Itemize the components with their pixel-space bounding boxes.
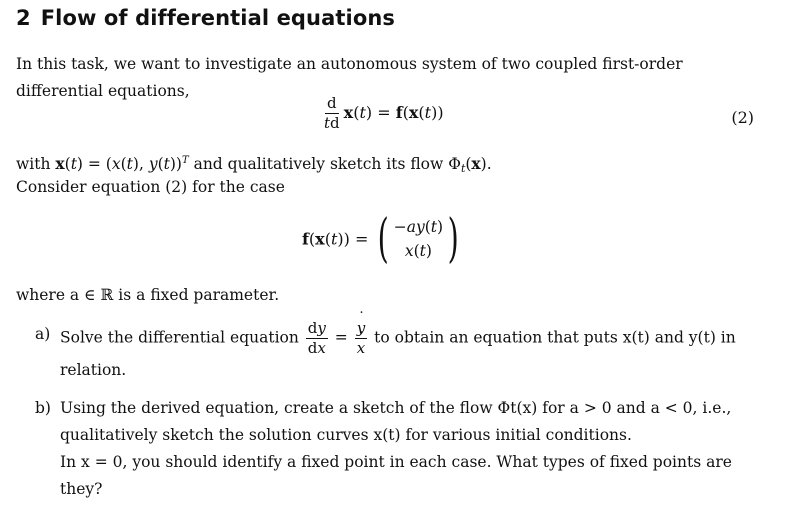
task-b-label: b) xyxy=(35,399,51,417)
equation-case: f(x(t)) = ( −ay(t) x(t) ) xyxy=(302,209,459,269)
task-b-line2: In x = 0, you should identify a fixed point in each case. What types of fixed points are they? xyxy=(60,453,732,498)
task-b-text xyxy=(60,395,752,503)
task-a-continuation: relation. xyxy=(60,361,127,379)
with-line: with x(t) = (x(t), y(t))$^T$ and qualitatively sketch its flow $\Phi_t(x)$. xyxy=(16,154,492,176)
section-number: 2 xyxy=(16,6,31,30)
task-a-label: a) xyxy=(35,325,51,343)
section-heading xyxy=(16,6,395,30)
task-b-line1: Using the derived equation, create a sketch of the flow Φt(x) for a > 0 and a < 0, i.e., qualitatively sketch the solution curves x(t) for various initial conditions. xyxy=(60,399,732,444)
equation-flow: $\frac{d}{td}$ x(t) = f(x(t)) xyxy=(324,94,444,132)
where-line: where a ∈ ℝ is a fixed parameter. xyxy=(16,286,280,304)
equation-number: (2) xyxy=(731,108,754,127)
intro-paragraph: In this task, we want to investigate an autonomous system of two coupled first-order differential equations, xyxy=(16,55,683,100)
task-a-text: Solve the differential equation $\frac{dy}{dx}$ = ˙ y ˙ x to obtain an equation that puts x(t) and y(t) in xyxy=(60,321,752,356)
section-title: Flow of differential equations xyxy=(40,6,395,30)
consider-line: Consider equation (2) for the case xyxy=(16,178,285,196)
